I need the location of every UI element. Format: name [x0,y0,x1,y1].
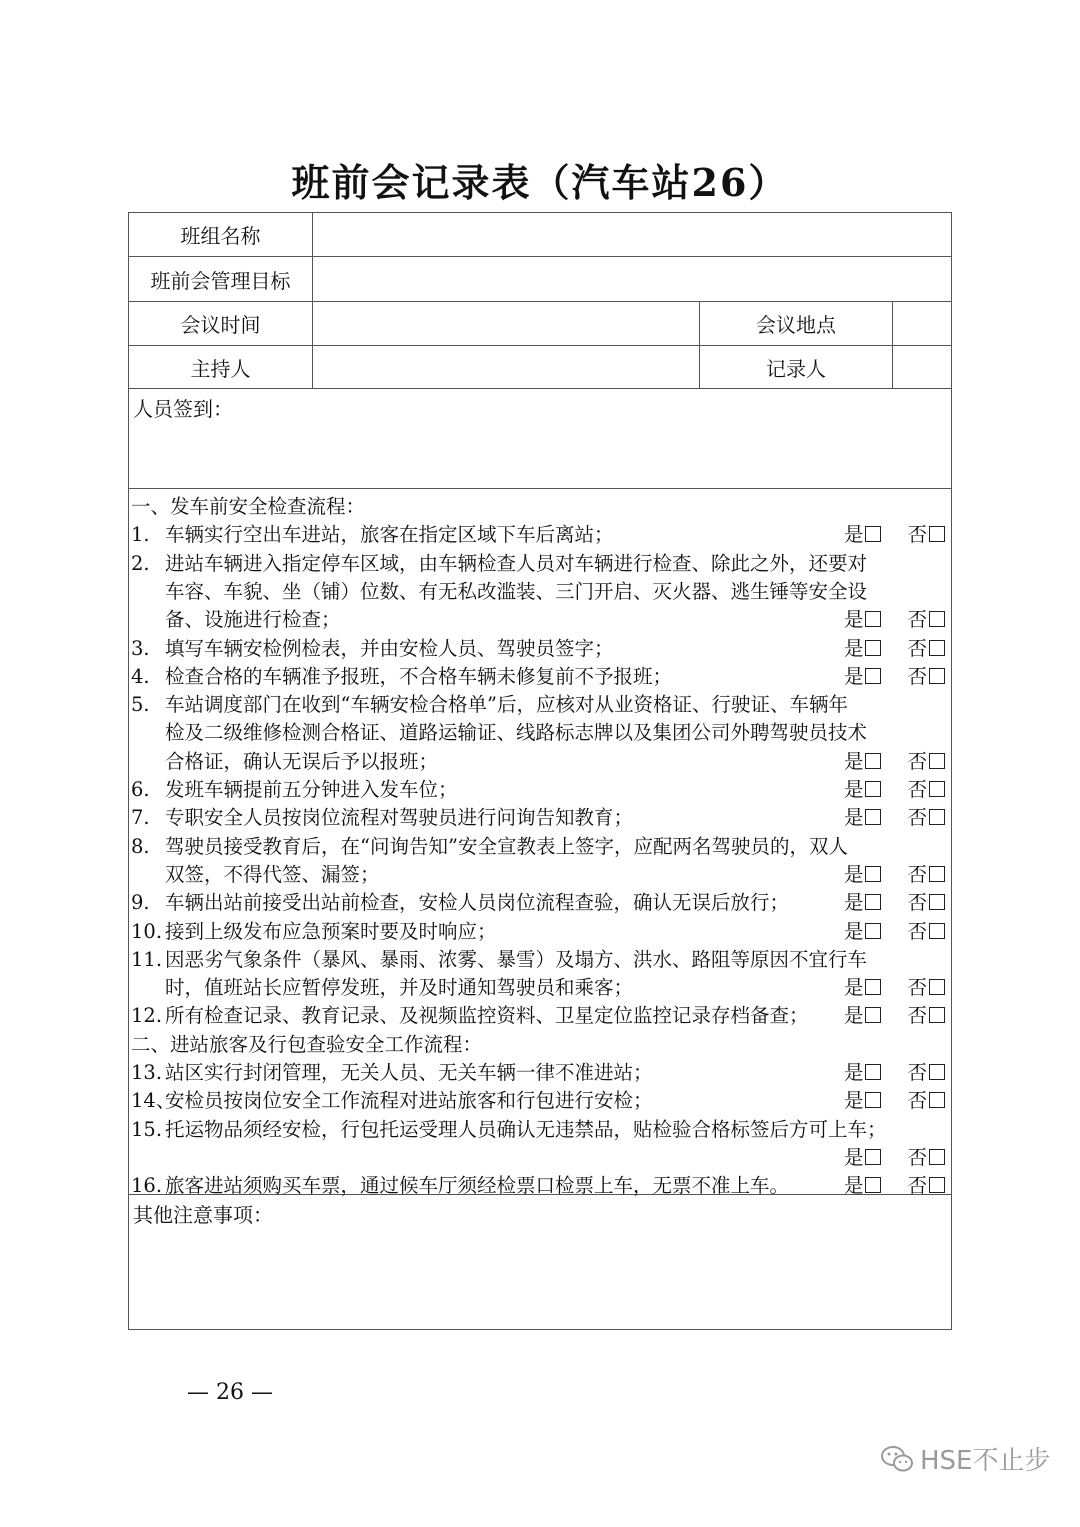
no-option[interactable] [907,1059,945,1087]
checklist-item-line [129,635,951,663]
time-label: 会议时间 [180,313,261,337]
checklist-item-line [129,691,951,719]
item-text: 时，值班站长应暂停发班，并及时通知驾驶员和乘客； [165,976,634,1000]
yes-checkbox[interactable] [865,1007,881,1023]
yes-checkbox[interactable] [865,809,881,825]
yes-option[interactable] [844,521,882,549]
no-checkbox[interactable] [929,1177,945,1193]
no-label: 否 [907,919,927,943]
section-heading-text: 一、发车前安全检查流程： [131,495,366,518]
yes-label: 是 [843,1174,864,1198]
item-text: 检查合格的车辆准予报班，不合格车辆未修复前不予报班； [165,664,673,688]
no-checkbox[interactable] [929,1007,945,1023]
yes-label: 是 [843,749,864,773]
yes-checkbox[interactable] [865,640,881,656]
yes-option[interactable] [844,1144,882,1172]
watermark-text: HSE不止步 [920,1446,1051,1476]
yes-checkbox[interactable] [865,1149,881,1165]
yes-label: 是 [843,976,864,1000]
page-number: — 26 — [187,1380,273,1405]
no-label: 否 [907,1061,927,1084]
checklist-item-line [129,748,951,776]
yes-no-options [844,635,945,663]
no-option[interactable] [907,776,945,804]
yes-label: 是 [843,919,864,943]
checklist-item-line [129,1002,951,1030]
item-text: 因恶劣气象条件（暴风、暴雨、浓雾、暴雪）及塌方、洪水、路阻等原因不宜行车 [165,947,868,971]
no-label: 否 [907,608,927,632]
item-number: 15. [131,1117,163,1141]
item-text: 备、设施进行检查； [165,608,341,632]
item-text: 车辆实行空出车进站，旅客在指定区域下车后离站； [165,523,614,547]
recorder-field[interactable] [892,346,951,388]
no-option[interactable] [907,663,945,691]
no-option[interactable] [907,748,945,776]
no-checkbox[interactable] [929,894,945,910]
goal-label: 班前会管理目标 [150,268,291,293]
checklist-item-line [129,521,951,549]
no-label: 否 [907,664,927,688]
yes-no-options [844,974,945,1002]
yes-option[interactable] [844,918,882,946]
item-number: 10. [131,919,163,943]
item-number: 3. [131,636,150,660]
item-number: 2. [131,551,150,575]
checklist-item-line [129,889,951,917]
yes-no-options [844,861,945,889]
place-field[interactable] [892,302,951,345]
item-number: 11. [131,947,163,971]
no-checkbox[interactable] [929,866,945,882]
section-heading [129,493,951,521]
item-text: 安检员按岗位安全工作流程对进站旅客和行包进行安检； [165,1089,653,1113]
no-label: 否 [907,636,927,660]
no-label: 否 [907,1145,927,1169]
no-checkbox[interactable] [929,923,945,939]
no-label: 否 [907,523,927,547]
wechat-icon [880,1445,914,1473]
time-field[interactable] [312,302,699,345]
yes-option[interactable] [844,606,882,634]
yes-no-options [844,1002,945,1030]
yes-checkbox[interactable] [865,753,881,769]
no-label: 否 [907,862,927,886]
no-checkbox[interactable] [929,640,945,656]
yes-option[interactable] [844,974,882,1002]
yes-no-options [844,918,945,946]
item-text: 专职安全人员按岗位流程对驾驶员进行问询告知教育； [165,806,634,830]
no-checkbox[interactable] [929,526,945,542]
yes-option[interactable] [844,635,882,663]
item-number: 14、 [131,1089,176,1113]
no-option[interactable] [907,521,945,549]
yes-no-options [844,776,945,804]
no-option[interactable] [907,804,945,832]
yes-option[interactable] [844,889,882,917]
section-heading [129,1031,951,1059]
goal-row [129,257,951,302]
item-number: 5. [131,693,150,717]
item-number: 7. [131,806,150,830]
item-text: 双签，不得代签、漏签； [165,862,380,886]
section-heading-text: 二、进站旅客及行包查验安全工作流程： [131,1032,483,1056]
yes-option[interactable] [844,1087,882,1115]
place-label: 会议地点 [699,302,892,345]
yes-option[interactable] [844,776,882,804]
checklist-item-line [129,974,951,1002]
yes-no-options [844,521,945,549]
checklist-item-line [129,833,951,861]
checklist-item-line [129,861,951,889]
yes-option[interactable] [844,861,882,889]
item-number: 1. [131,523,150,547]
goal-field[interactable] [312,257,951,301]
no-option[interactable] [907,1144,945,1172]
yes-checkbox[interactable] [865,979,881,995]
no-checkbox[interactable] [929,1064,945,1080]
no-checkbox[interactable] [929,1149,945,1165]
no-checkbox[interactable] [929,809,945,825]
checklist-item-line [129,804,951,832]
no-label: 否 [907,806,927,830]
no-option[interactable] [907,918,945,946]
yes-checkbox[interactable] [865,611,881,627]
yes-label: 是 [843,664,864,688]
checklist-item-line [129,719,951,747]
yes-checkbox[interactable] [865,526,881,542]
yes-no-options [844,748,945,776]
yes-label: 是 [843,608,864,632]
time-place-row [129,302,951,346]
no-label: 否 [907,891,927,915]
yes-no-options [844,804,945,832]
yes-label: 是 [843,1061,864,1084]
no-label: 否 [907,1004,927,1028]
yes-no-options [844,1144,945,1172]
yes-checkbox[interactable] [865,781,881,797]
host-field[interactable] [312,346,699,388]
host-recorder-row [129,346,951,389]
yes-no-options [844,663,945,691]
yes-option[interactable] [844,748,882,776]
team-name-row [129,213,951,257]
no-checkbox[interactable] [929,979,945,995]
host-label: 主持人 [190,356,251,381]
no-option[interactable] [907,974,945,1002]
no-label: 否 [907,1089,927,1113]
checklist-item-line [129,1087,951,1115]
item-number: 6. [131,778,150,801]
no-option[interactable] [907,889,945,917]
checklist-item-line [129,1059,951,1087]
no-option[interactable] [907,861,945,889]
yes-option[interactable] [844,1059,882,1087]
yes-checkbox[interactable] [865,866,881,882]
item-text: 驾驶员接受教育后，在“问询告知”安全宣教表上签字，应配两名驾驶员的，双人 [165,834,848,858]
checklist-item-line [129,606,951,634]
no-checkbox[interactable] [929,781,945,797]
yes-checkbox[interactable] [865,1064,881,1080]
no-label: 否 [907,1174,927,1198]
yes-checkbox[interactable] [865,923,881,939]
yes-checkbox[interactable] [865,894,881,910]
item-text: 填写车辆安检例检表，并由安检人员、驾驶员签字； [165,636,614,660]
item-text: 进站车辆进入指定停车区域，由车辆检查人员对车辆进行检查、除此之外，还要对 [165,551,868,575]
no-checkbox[interactable] [929,753,945,769]
no-option[interactable] [907,1002,945,1030]
no-label: 否 [907,749,927,773]
page-title: 班前会记录表（汽车站26） [291,160,789,205]
checklist-item-line [129,578,951,606]
item-text: 发班车辆提前五分钟进入发车位； [165,778,458,801]
no-option[interactable] [907,635,945,663]
item-text: 检及二级维修检测合格证、道路运输证、线路标志牌以及集团公司外聘驾驶员技术 [165,721,868,745]
item-text: 所有检查记录、教育记录、及视频监控资料、卫星定位监控记录存档备查； [165,1004,809,1028]
checklist-item-line [129,1116,951,1144]
item-text: 站区实行封闭管理，无关人员、无关车辆一律不准进站； [165,1061,653,1084]
yes-checkbox[interactable] [865,1177,881,1193]
checklist-item-line [129,1144,951,1172]
yes-label: 是 [843,862,864,886]
yes-no-options [844,1059,945,1087]
checklist-item-line [129,663,951,691]
item-text: 接到上级发布应急预案时要及时响应； [165,919,497,943]
item-number: 12. [131,1004,163,1028]
no-option[interactable] [907,606,945,634]
yes-checkbox[interactable] [865,668,881,684]
checklist-row [129,489,951,1198]
checklist-item-line [129,776,951,804]
item-number: 9. [131,891,150,915]
item-text: 车辆出站前接受出站前检查，安检人员岗位流程查验，确认无误后放行； [165,891,790,915]
item-number: 8. [131,834,150,858]
no-checkbox[interactable] [929,1092,945,1108]
checklist-item-line [129,918,951,946]
checklist-item-line [129,946,951,974]
yes-option[interactable] [844,663,882,691]
no-checkbox[interactable] [929,611,945,627]
yes-label: 是 [843,778,864,801]
yes-label: 是 [843,891,864,915]
item-text: 合格证，确认无误后予以报班； [165,749,439,773]
yes-checkbox[interactable] [865,1092,881,1108]
item-number: 4. [131,664,150,688]
other-notes-row[interactable] [129,1195,951,1329]
watermark [880,1440,1050,1477]
yes-option[interactable] [844,1002,882,1030]
no-checkbox[interactable] [929,668,945,684]
signin-label: 人员签到： [133,397,233,421]
item-text: 车站调度部门在收到“车辆安检合格单”后，应核对从业资格证、行驶证、车辆年 [165,693,848,717]
recorder-label: 记录人 [699,346,892,388]
yes-label: 是 [843,1145,864,1169]
no-label: 否 [907,778,927,801]
no-label: 否 [907,976,927,1000]
item-text: 车容、车貌、坐（铺）位数、有无私改滥装、三门开启、灭火器、逃生锤等安全设 [165,579,868,603]
team-name-field[interactable] [312,213,951,256]
item-text: 托运物品须经安检，行包托运受理人员确认无违禁品，贴检验合格标签后方可上车； [165,1117,887,1141]
no-option[interactable] [907,1087,945,1115]
yes-option[interactable] [844,804,882,832]
yes-label: 是 [843,636,864,660]
yes-no-options [844,606,945,634]
checklist-item-line [129,550,951,578]
meeting-record-form [128,212,952,1330]
item-number: 16. [131,1174,163,1198]
yes-label: 是 [843,1004,864,1028]
team-name-label: 班组名称 [180,224,261,248]
yes-label: 是 [843,523,864,547]
signin-row[interactable] [129,389,951,489]
other-notes-label: 其他注意事项： [133,1203,273,1227]
item-number: 13. [131,1061,163,1084]
yes-no-options [844,889,945,917]
yes-no-options [844,1087,945,1115]
yes-label: 是 [843,1089,864,1113]
item-text: 旅客进站须购买车票，通过候车厅须经检票口检票上车，无票不准上车。 [165,1174,790,1198]
yes-label: 是 [843,806,864,830]
